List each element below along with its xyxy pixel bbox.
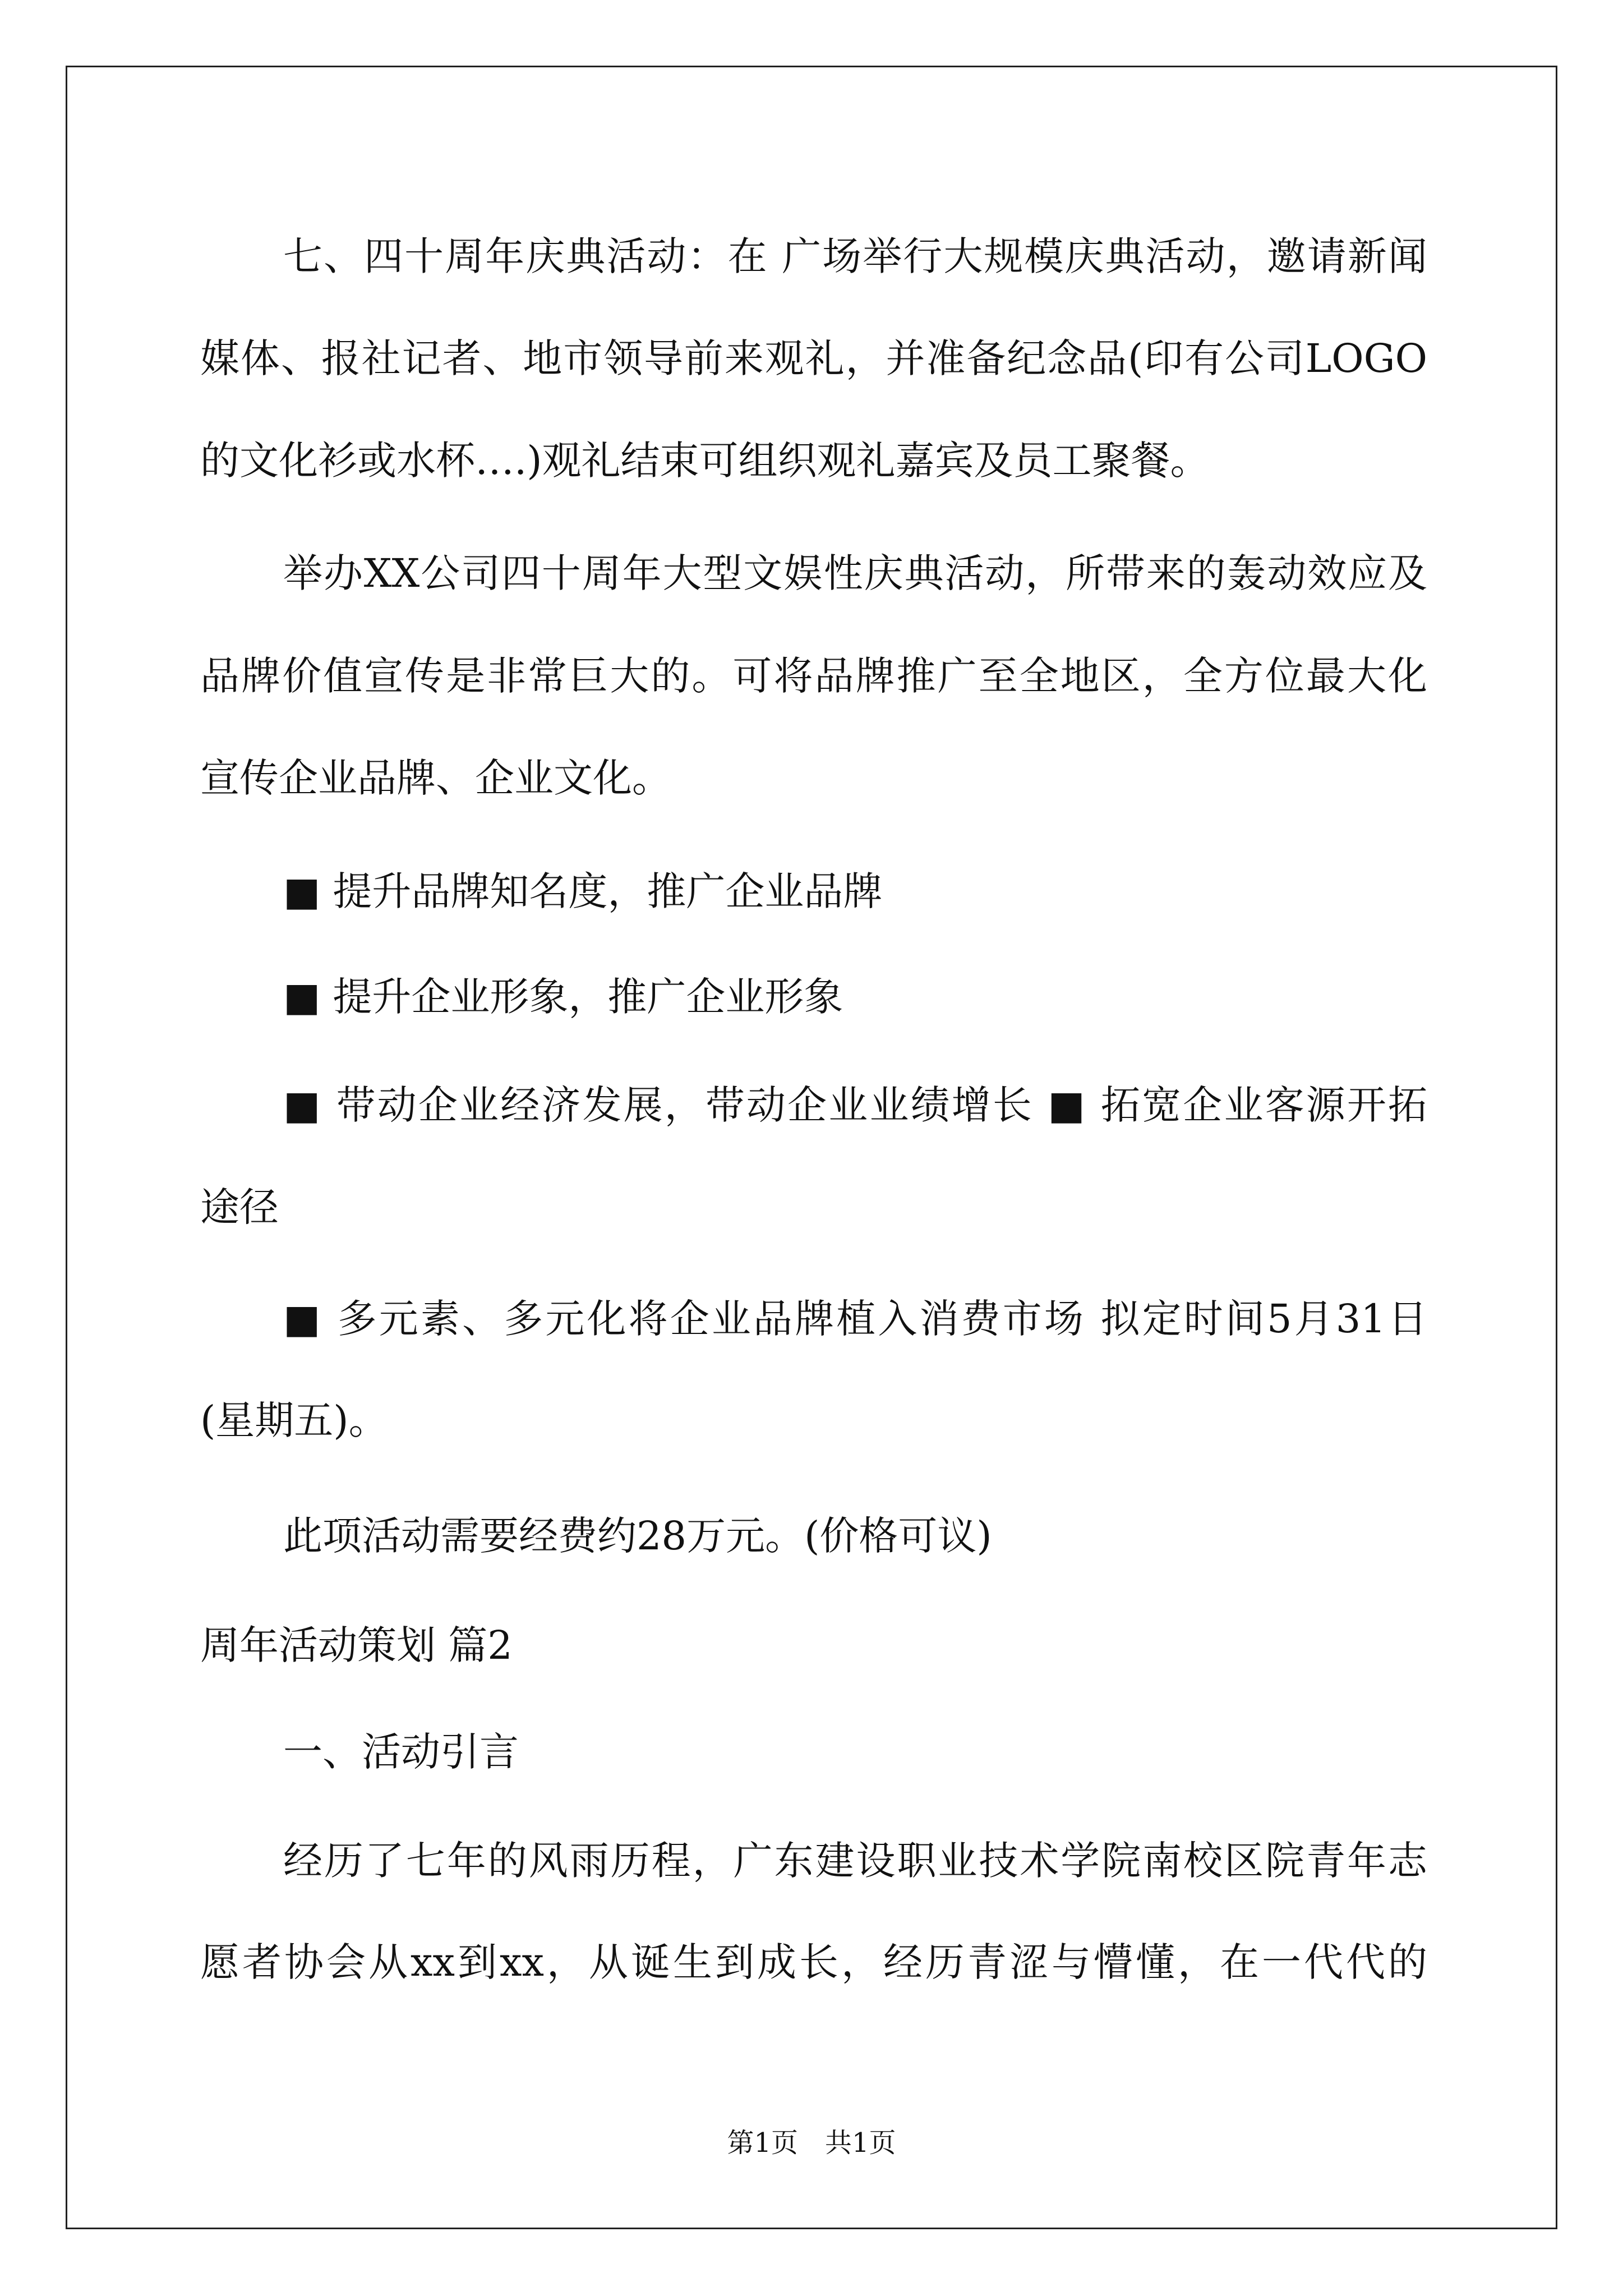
text-line: 一、活动引言 xyxy=(283,1729,519,1775)
text-line: 宣传企业品牌、企业文化。 xyxy=(200,755,671,801)
text-line: ■ 提升品牌知名度，推广企业品牌 xyxy=(283,868,883,914)
text-line: 途径 xyxy=(200,1184,279,1230)
text-line: 媒体、报社记者、地市领导前来观礼，并准备纪念品(印有公司LOGO xyxy=(200,335,1427,381)
page-border xyxy=(66,66,1557,2229)
text-line: 的文化衫或水杯….)观礼结束可组织观礼嘉宾及员工聚餐。 xyxy=(200,438,1210,484)
text-line: 七、四十周年庆典活动：在 广场举行大规模庆典活动，邀请新闻 xyxy=(283,233,1427,279)
text-line: 愿者协会从xx到xx，从诞生到成长，经历青涩与懵懂，在一代代的 xyxy=(200,1939,1427,1985)
text-line: ■ 带动企业经济发展，带动企业业绩增长 ■ 拓宽企业客源开拓 xyxy=(283,1082,1427,1128)
text-line: ■ 多元素、多元化将企业品牌植入消费市场 拟定时间5月31日 xyxy=(283,1296,1427,1342)
text-line: ■ 提升企业形象，推广企业形象 xyxy=(283,974,843,1020)
text-line: 周年活动策划 篇2 xyxy=(200,1622,513,1668)
text-line: 举办XX公司四十周年大型文娱性庆典活动，所带来的轰动效应及 xyxy=(283,550,1427,596)
text-line: 此项活动需要经费约28万元。(价格可议) xyxy=(283,1513,992,1559)
page-footer: 第1页 共1页 xyxy=(727,2127,896,2159)
text-line: 品牌价值宣传是非常巨大的。可将品牌推广至全地区，全方位最大化 xyxy=(200,653,1427,699)
text-line: 经历了七年的风雨历程，广东建设职业技术学院南校区院青年志 xyxy=(283,1838,1427,1884)
text-line: (星期五)。 xyxy=(200,1397,388,1443)
